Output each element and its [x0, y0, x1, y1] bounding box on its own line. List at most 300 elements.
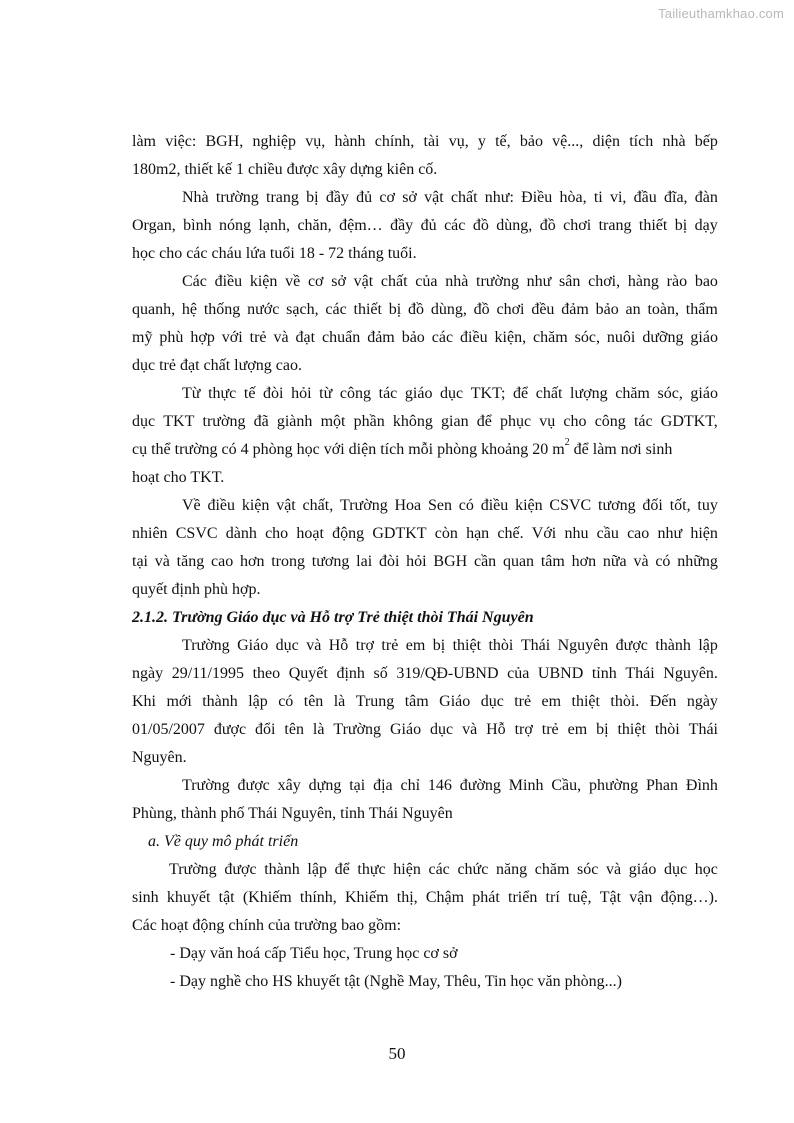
word: thiết: [638, 217, 668, 234]
word: động: [332, 525, 365, 542]
text-line: dục trẻ đạt chất lượng cao.: [132, 357, 302, 374]
word: 319/QĐ-UBND: [396, 665, 499, 682]
word: được: [237, 777, 270, 794]
word: để: [334, 861, 350, 878]
text-line: [132, 772, 718, 800]
word: thiệt: [571, 693, 600, 710]
word: chế.: [497, 525, 524, 542]
word: điều: [480, 497, 509, 514]
page-number: 50: [388, 1044, 406, 1063]
word: chỉ: [400, 777, 421, 794]
word: y: [477, 133, 486, 150]
word: phù: [159, 329, 184, 346]
word: Nguyên.: [663, 665, 718, 682]
word: hơn: [571, 553, 597, 570]
text-line: [132, 436, 718, 464]
word: vật: [276, 497, 296, 514]
word: giáo: [690, 329, 718, 346]
word: các: [444, 217, 466, 234]
word: dưỡng: [642, 329, 684, 346]
word: Thái: [625, 665, 655, 682]
word: mỹ: [132, 329, 153, 346]
word: trợ: [355, 637, 374, 654]
word: dục: [480, 693, 504, 710]
word: một: [320, 413, 346, 430]
word: chơi: [496, 301, 525, 318]
list-item: - Dạy văn hoá cấp Tiểu học, Trung học cơ sở: [170, 945, 458, 962]
word: được: [224, 861, 257, 878]
word: công: [594, 413, 626, 430]
word: bảo: [595, 301, 619, 318]
word: đệm…: [339, 217, 383, 234]
text-fragment: cụ thể trường có 4 phòng học với diện tích mỗi phòng khoảng 20 m: [132, 441, 565, 458]
word: 29/11/1995: [171, 665, 244, 682]
word: thẩm: [685, 301, 718, 318]
text-line: [132, 492, 718, 520]
word: GDTKT: [372, 525, 427, 542]
word: và: [462, 721, 478, 738]
word: Phan: [646, 777, 679, 794]
word: lai: [356, 553, 373, 570]
word: tâm: [540, 553, 565, 570]
word: đồ: [408, 301, 425, 318]
word: trẻ: [381, 637, 399, 654]
word: tại: [349, 777, 366, 794]
word: Thái: [520, 637, 551, 654]
word: nhu: [564, 525, 589, 542]
word: UBND: [537, 665, 584, 682]
word: hợp: [190, 329, 215, 346]
word: trường: [215, 189, 259, 206]
word: chăm: [534, 861, 570, 878]
word: lạnh,: [258, 217, 291, 234]
word: sở: [331, 273, 346, 290]
word: sóc,: [574, 329, 600, 346]
word: chơi,: [588, 273, 621, 290]
word: Đình: [685, 777, 718, 794]
word: Tật: [599, 889, 622, 906]
word: nữa: [602, 553, 627, 570]
word: hòa,: [559, 189, 587, 206]
word: của: [507, 665, 530, 682]
word: nhà: [662, 133, 686, 150]
text-line: [132, 408, 718, 436]
word: là: [312, 721, 325, 738]
word: quanh,: [132, 301, 176, 318]
word: đối: [642, 497, 663, 514]
word: theo: [252, 665, 281, 682]
word: Điều: [521, 189, 553, 206]
subsection-heading: a. Về quy mô phát triển: [148, 833, 299, 850]
word: trí: [545, 889, 560, 906]
word: hỏi: [406, 553, 427, 570]
text-line: [132, 632, 718, 660]
word: Nhà: [182, 189, 209, 206]
word: thòi: [488, 637, 514, 654]
word: Cầu,: [551, 777, 582, 794]
word: chuẩn: [322, 329, 361, 346]
text-line: Phùng, thành phố Thái Nguyên, tỉnh Thái Nguyên: [132, 805, 453, 822]
word: dục: [275, 637, 299, 654]
word: BGH: [433, 553, 468, 570]
word: lượng: [570, 385, 608, 402]
word: Trường: [340, 497, 388, 514]
word: Hỗ: [328, 637, 349, 654]
list-item: - Dạy nghề cho HS khuyết tật (Nghề May, Thêu, Tin học văn phòng...): [170, 973, 622, 990]
word: dục: [132, 413, 156, 430]
word: việc:: [165, 133, 197, 150]
word: và: [306, 637, 322, 654]
word: trong: [271, 553, 306, 570]
word: chất: [535, 385, 563, 402]
word: lập: [307, 861, 327, 878]
word: và: [633, 553, 649, 570]
word: số: [373, 665, 388, 682]
word: Thái: [688, 721, 718, 738]
word: bị: [388, 301, 402, 318]
word: kiện: [249, 273, 278, 290]
word: hoạt: [296, 525, 324, 542]
word: tế: [243, 385, 256, 402]
word: vụ: [539, 413, 556, 430]
text-line: [132, 520, 718, 548]
word: thiệt: [617, 721, 646, 738]
word: tại: [132, 553, 148, 570]
word: từ: [319, 385, 333, 402]
word: cơ: [307, 273, 324, 290]
word: và: [606, 861, 622, 878]
word: nhiên: [132, 525, 168, 542]
word: dục: [664, 861, 688, 878]
word: bị: [306, 189, 319, 206]
word: nuôi: [606, 329, 636, 346]
word: như: [526, 273, 552, 290]
word: thành: [202, 693, 238, 710]
word: lập: [248, 693, 268, 710]
word: sở: [402, 189, 417, 206]
word: tên: [303, 693, 324, 710]
word: dạy: [694, 217, 718, 234]
word: vật: [424, 189, 444, 206]
text-line: [132, 716, 718, 744]
word: kiện,: [494, 329, 527, 346]
word: định: [336, 665, 365, 682]
word: đảm: [367, 329, 395, 346]
word: bảo: [519, 133, 543, 150]
word: các: [428, 861, 450, 878]
section-heading: 2.1.2. Trường Giáo dục và Hỗ trợ Trẻ thiệt thòi Thái Nguyên: [132, 609, 534, 626]
word: và: [154, 553, 170, 570]
word: cao: [627, 525, 650, 542]
word: đàn: [694, 189, 718, 206]
word: triển: [508, 889, 538, 906]
word: TKT;: [470, 385, 506, 402]
word: Khi: [132, 693, 156, 710]
word: thính,: [299, 889, 337, 906]
word: cầu: [596, 525, 619, 542]
word: đĩa,: [664, 189, 688, 206]
word: tật: [218, 889, 235, 906]
word: bị: [432, 637, 446, 654]
word: nhà: [445, 273, 469, 290]
word: hàng: [627, 273, 659, 290]
word: Nguyên: [557, 637, 609, 654]
word: giành: [276, 413, 313, 430]
word: giáo: [690, 385, 718, 402]
word: cho: [265, 525, 289, 542]
word: Trường: [182, 637, 230, 654]
word: dục: [430, 721, 454, 738]
word: của: [415, 273, 438, 290]
word: các: [325, 301, 347, 318]
word: sạch,: [286, 301, 319, 318]
word: tác: [633, 413, 653, 430]
word: vật: [353, 273, 374, 290]
word: kiện: [515, 497, 543, 514]
word: tuy: [697, 497, 718, 514]
word: phát: [472, 889, 500, 906]
text-line: [132, 688, 718, 716]
word: GDTKT,: [660, 413, 718, 430]
word: thành: [264, 861, 300, 878]
superscript: 2: [564, 436, 570, 448]
word: phục: [500, 413, 532, 430]
word: đổi: [255, 721, 276, 738]
word: tương: [598, 497, 636, 514]
text-line: [132, 548, 718, 576]
word: Trường: [169, 861, 217, 878]
word: có: [655, 553, 671, 570]
word: sinh: [132, 889, 159, 906]
word: Giáo: [439, 693, 471, 710]
word: tài: [423, 133, 440, 150]
text-line: Các hoạt động chính của trường bao gồm:: [132, 917, 402, 934]
word: bao: [694, 273, 718, 290]
text-fragment: để làm nơi sinh: [569, 441, 673, 458]
word: dùng,: [496, 217, 533, 234]
document-body: [132, 128, 718, 996]
word: đầu: [633, 189, 657, 206]
word: tác: [378, 385, 398, 402]
word: Từ: [182, 385, 201, 402]
word: để: [476, 413, 492, 430]
word: quan: [502, 553, 535, 570]
word: chức: [457, 861, 489, 878]
word: Hoa: [394, 497, 422, 514]
word: thống: [203, 301, 241, 318]
word: CSVC: [549, 497, 592, 514]
word: tỉnh: [591, 665, 617, 682]
word: chất: [450, 189, 478, 206]
word: trang: [266, 189, 299, 206]
word: vận: [629, 889, 653, 906]
word: tế,: [495, 133, 511, 150]
word: cơ: [379, 189, 395, 206]
word: các: [431, 329, 454, 346]
text-line: học cho các cháu lứa tuổi 18 - 72 tháng tuổi.: [132, 245, 417, 262]
word: Minh: [508, 777, 544, 794]
word: đủ: [420, 217, 437, 234]
word: đồ: [539, 217, 556, 234]
text-line: [132, 884, 718, 912]
word: tương: [311, 553, 350, 570]
word: chăm: [533, 329, 568, 346]
word: chất: [380, 273, 408, 290]
word: em: [405, 637, 426, 654]
text-line: [132, 212, 718, 240]
word: những: [677, 553, 718, 570]
word: thiệt: [452, 637, 482, 654]
word: Khiếm: [345, 889, 389, 906]
word: và: [273, 329, 289, 346]
word: điều: [207, 497, 236, 514]
word: 01/05/2007: [132, 721, 205, 738]
word: thòi.: [610, 693, 640, 710]
word: vệ...,: [552, 133, 584, 150]
word: đảm: [561, 301, 589, 318]
word: gian: [441, 413, 469, 430]
word: vi,: [609, 189, 627, 206]
word: chăm: [615, 385, 650, 402]
word: thực: [208, 385, 237, 402]
text-line: quyết định phù hợp.: [132, 581, 261, 598]
word: đầy: [325, 189, 349, 206]
word: đòi: [378, 553, 400, 570]
word: được: [615, 637, 648, 654]
word: trường: [476, 273, 519, 290]
word: hơn: [239, 553, 265, 570]
text-line: [132, 268, 718, 296]
word: bị: [596, 721, 609, 738]
word: 146: [427, 777, 452, 794]
word: vụ,: [448, 133, 469, 150]
word: Quyết: [288, 665, 328, 682]
word: địa: [373, 777, 393, 794]
word: giáo: [628, 861, 657, 878]
word: được: [213, 721, 247, 738]
word: nghiệp: [252, 133, 297, 150]
word: rào: [666, 273, 688, 290]
word: Trường: [182, 777, 230, 794]
word: thực: [357, 861, 386, 878]
word: đồ: [473, 301, 490, 318]
watermark: Tailieuthamkhao.com: [658, 6, 784, 21]
word: như: [657, 525, 683, 542]
text-line: Nguyên.: [132, 749, 187, 766]
word: (Khiếm: [242, 889, 292, 906]
word: Trung: [355, 693, 395, 710]
word: Giáo: [389, 721, 422, 738]
word: cao: [211, 553, 234, 570]
word: tâm: [404, 693, 429, 710]
word: Sen: [427, 497, 452, 514]
word: em: [541, 693, 562, 710]
word: có: [458, 497, 474, 514]
word: BGH,: [205, 133, 244, 150]
word: Chậm: [425, 889, 465, 906]
text-line: 180m2, thiết kế 1 chiều được xây dựng kiên cố.: [132, 161, 438, 178]
word: tốt,: [669, 497, 691, 514]
word: như:: [484, 189, 514, 206]
word: Hỗ: [486, 721, 506, 738]
word: dành: [225, 525, 257, 542]
word: hiện: [690, 525, 718, 542]
word: còn: [434, 525, 458, 542]
word: tên: [284, 721, 304, 738]
word: công: [339, 385, 372, 402]
text-line: [132, 856, 718, 884]
word: điều: [214, 273, 243, 290]
word: lập: [698, 637, 718, 654]
word: tích: [629, 133, 654, 150]
word: có: [278, 693, 294, 710]
word: dùng,: [430, 301, 467, 318]
word: nước: [247, 301, 280, 318]
word: thòi: [654, 721, 680, 738]
word: hỏi: [291, 385, 312, 402]
word: tăng: [176, 553, 205, 570]
word: CSVC: [175, 525, 218, 542]
word: chơi: [563, 217, 592, 234]
word: trợ: [514, 721, 533, 738]
word: đều: [531, 301, 555, 318]
word: em: [567, 721, 588, 738]
word: sóc,: [657, 385, 683, 402]
word: thiết: [353, 301, 382, 318]
word: Giáo: [237, 637, 269, 654]
word: đủ: [356, 189, 373, 206]
word: tuệ,: [567, 889, 592, 906]
word: trẻ: [249, 329, 267, 346]
word: đường: [459, 777, 501, 794]
word: ti: [593, 189, 603, 206]
word: dục: [440, 385, 464, 402]
word: bảo: [401, 329, 425, 346]
word: mới: [166, 693, 192, 710]
word: phường: [589, 777, 639, 794]
word: năng: [495, 861, 528, 878]
word: hạn: [466, 525, 490, 542]
word: bị: [674, 217, 688, 234]
word: đạt: [295, 329, 316, 346]
text-line: hoạt cho TKT.: [132, 469, 225, 486]
word: phần: [353, 413, 385, 430]
text-line: [132, 380, 718, 408]
word: TKT: [163, 413, 195, 430]
word: bình: [183, 217, 212, 234]
word: ngày: [132, 665, 164, 682]
word: trường: [202, 413, 246, 430]
word: về: [285, 273, 301, 290]
word: cần: [473, 553, 497, 570]
word: không: [392, 413, 433, 430]
word: hành: [334, 133, 366, 150]
word: trẻ: [541, 721, 559, 738]
word: khuyết: [166, 889, 211, 906]
word: Organ,: [132, 217, 176, 234]
word: đòi: [263, 385, 284, 402]
word: để: [513, 385, 529, 402]
word: hệ: [181, 301, 198, 318]
word: ngày: [686, 693, 718, 710]
word: sân: [559, 273, 581, 290]
word: đầy: [390, 217, 414, 234]
text-line: [132, 128, 718, 156]
word: Các: [182, 273, 207, 290]
word: làm: [132, 133, 156, 150]
word: động…).: [660, 889, 718, 906]
word: Trường: [333, 721, 382, 738]
